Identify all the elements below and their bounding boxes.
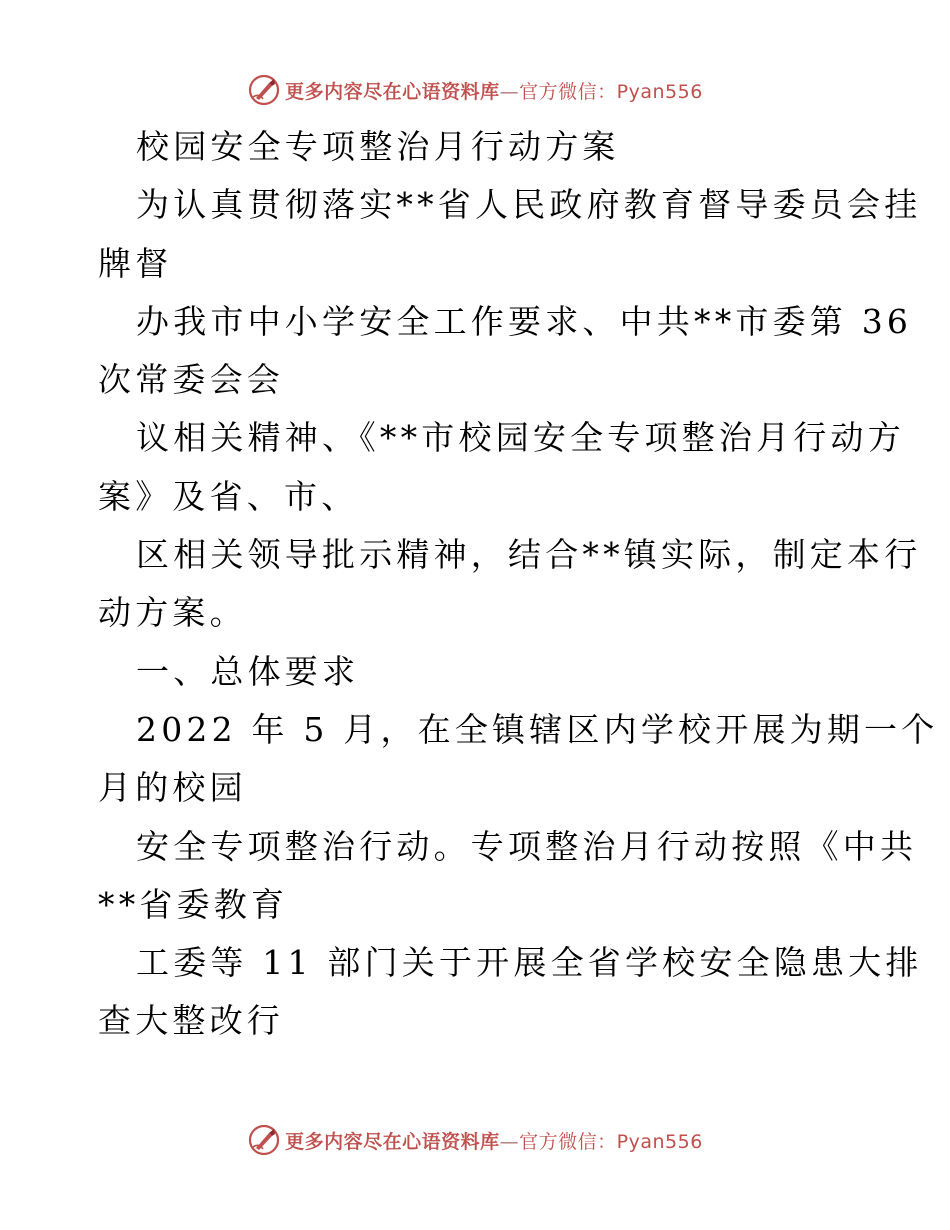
header-watermark — [0, 68, 950, 112]
document-line: 案》及省、市、 — [98, 476, 359, 516]
document-line: 校园安全专项整治月行动方案 — [136, 127, 620, 166]
document-line: 牌督 — [98, 243, 173, 283]
document-line: 一、总体要求 — [136, 651, 360, 691]
footer-watermark — [0, 1118, 950, 1162]
watermark-main-text: 更多内容尽在心语资料库 — [285, 1130, 500, 1153]
document-line: **省委教育 — [98, 884, 289, 924]
quill-pen-icon — [247, 1123, 281, 1157]
watermark-dash: — — [499, 80, 520, 103]
document-line: 区相关领导批示精神，结合**镇实际，制定本行 — [136, 535, 922, 575]
document-line: 月的校园 — [98, 768, 247, 808]
watermark-suffix-text: 官方微信：Pyan556 — [519, 80, 703, 103]
document-line: 工委等 11 部门关于开展全省学校安全隐患大排 — [136, 943, 923, 983]
document-line: 议相关精神、《**市校园安全专项整治月行动方 — [136, 418, 905, 458]
document-line: 2022 年 5 月，在全镇辖区内学校开展为期一个 — [136, 709, 939, 749]
watermark-dash: — — [499, 1130, 520, 1153]
document-body — [98, 118, 939, 1051]
watermark-suffix-text: 官方微信：Pyan556 — [519, 1130, 703, 1153]
document-line: 安全专项整治行动。专项整治月行动按照《中共 — [136, 826, 918, 866]
document-line: 查大整改行 — [98, 1001, 284, 1041]
document-line: 为认真贯彻落实**省人民政府教育督导委员会挂 — [136, 185, 922, 225]
quill-pen-icon — [247, 73, 281, 107]
document-line: 办我市中小学安全工作要求、中共**市委第 36 — [136, 301, 913, 341]
document-line: 次常委会会 — [98, 360, 284, 400]
watermark-main-text: 更多内容尽在心语资料库 — [285, 80, 500, 103]
document-line: 动方案。 — [98, 593, 247, 633]
